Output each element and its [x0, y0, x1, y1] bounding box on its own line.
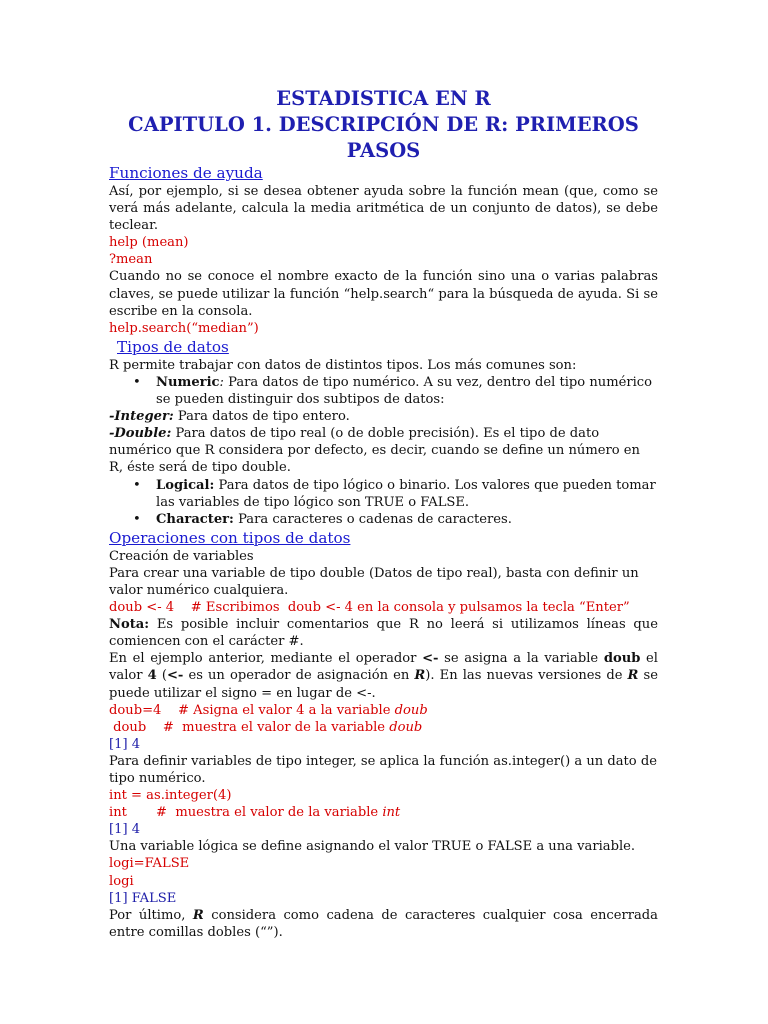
text-fragment: En el ejemplo anterior, mediante el operador — [109, 651, 423, 667]
list-item-character — [109, 511, 658, 528]
nota-label: Nota: — [109, 617, 150, 633]
character-label: Character: — [156, 511, 234, 527]
document-body — [109, 86, 658, 941]
text-fragment: se asigna a la variable — [438, 651, 604, 667]
code-doub-show — [109, 719, 658, 736]
operator-bold: <- — [166, 668, 184, 684]
numeric-colon: : — [219, 374, 224, 390]
nota-text: Es posible incluir comentarios que R no leerá si utilizamos líneas que comiencen con el carácter #. — [109, 617, 658, 650]
code-variable-italic: doub — [394, 702, 428, 718]
text-fragment: se puede utilizar el signo = en lugar de <-. — [109, 668, 658, 701]
types-intro-paragraph: R permite trabajar con datos de distintos tipos. Los más comunes son: — [109, 357, 577, 373]
character-paragraph — [109, 907, 658, 941]
nota-paragraph — [109, 616, 658, 650]
code-variable-italic: doub — [389, 719, 423, 735]
logical-text: Para datos de tipo lógico o binario. Los valores que pueden tomar las variables de tipo lógico son TRUE o FALSE. — [156, 477, 656, 510]
r-bold-italic: R — [192, 907, 204, 923]
code-text: int # muestra el valor de la variable — [109, 805, 383, 821]
main-title: ESTADISTICA EN R — [276, 87, 491, 110]
list-item-logical — [109, 477, 658, 511]
list-item-numeric — [109, 374, 658, 408]
help-search-paragraph: Cuando no se conoce el nombre exacto de la función sino una o varias palabras claves, se puede utilizar la función “help.search“ para la búsqueda de ayuda. Si se escribe en la consola. — [109, 269, 658, 319]
text-fragment: Por último, — [109, 907, 193, 923]
code-text: doub # muestra el valor de la variable — [109, 719, 390, 735]
subheading-variables: Creación de variables — [109, 548, 254, 564]
code-text: doub=4 # Asigna el valor 4 a la variable — [109, 702, 395, 718]
operator-bold: <- — [422, 651, 439, 667]
section-heading-help: Funciones de ayuda — [109, 164, 263, 182]
section-heading-operations: Operaciones con tipos de datos — [109, 528, 351, 547]
output-logi: [1] FALSE — [109, 890, 177, 906]
output-doub: [1] 4 — [109, 736, 141, 752]
code-doub-equals — [109, 702, 658, 719]
section-heading-types: Tipos de datos — [117, 337, 229, 356]
logical-label: Logical: — [156, 477, 215, 493]
code-help-search: help.search(“median”) — [109, 320, 259, 336]
r-bold-italic: R — [414, 668, 426, 684]
r-bold-italic: R — [627, 668, 639, 684]
code-doub-assign: doub <- 4 # Escribimos doub <- 4 en la consola y pulsamos la tecla “Enter” — [109, 600, 630, 616]
text-fragment: ( — [156, 668, 167, 684]
text-fragment: el valor — [109, 651, 658, 684]
code-variable-italic: int — [382, 805, 401, 821]
assignment-explanation-paragraph — [109, 650, 658, 701]
value-bold: 4 — [147, 668, 157, 684]
help-intro-paragraph: Así, por ejemplo, si se desea obtener ayuda sobre la función mean (que, como se verá más adelante, calcula la media aritmética de un conjunto de datos), se debe teclear. — [109, 184, 658, 234]
text-fragment: ). En las nuevas versiones de — [425, 668, 628, 684]
logical-creation-paragraph: Una variable lógica se define asignando el valor TRUE o FALSE a una variable. — [109, 839, 636, 855]
bullet-dot: • — [133, 374, 141, 390]
code-question-mean: ?mean — [109, 252, 153, 268]
character-text: Para caracteres o cadenas de caracteres. — [233, 511, 512, 527]
text-fragment: considera como cadena de caracteres cualquier cosa encerrada entre comillas dobles (“”). — [109, 907, 658, 940]
text-fragment: es un operador de asignación en — [183, 668, 415, 684]
code-help-mean: help (mean) — [109, 235, 189, 251]
code-logi-assign: logi=FALSE — [109, 856, 190, 872]
integer-label: -Integer: — [109, 409, 174, 425]
double-creation-paragraph: Para crear una variable de tipo double (Datos de tipo real), basta con definir un valor numérico cualquiera. — [109, 565, 639, 598]
code-int-show — [109, 804, 658, 821]
code-logi-show: logi — [109, 873, 134, 889]
code-int-assign: int = as.integer(4) — [109, 788, 232, 804]
double-paragraph — [109, 425, 658, 476]
numeric-label: Numeric — [156, 374, 220, 390]
output-int: [1] 4 — [109, 822, 141, 838]
bullet-dot: • — [133, 477, 141, 493]
integer-text: Para datos de tipo entero. — [173, 409, 350, 425]
integer-creation-paragraph: Para definir variables de tipo integer, se aplica la función as.integer() a un dato de tipo numérico. — [109, 753, 657, 786]
double-label: -Double: — [109, 426, 172, 442]
numeric-text: Para datos de tipo numérico. A su vez, dentro del tipo numérico se pueden distinguir dos subtipos de datos: — [156, 374, 653, 408]
bullet-dot: • — [133, 511, 141, 527]
variable-bold: doub — [603, 651, 641, 667]
integer-paragraph — [109, 408, 658, 425]
double-text: Para datos de tipo real (o de doble precisión). Es el tipo de dato numérico que R considera por defecto, es decir, cuando se define un número en R, éste será de tipo double. — [109, 426, 640, 476]
chapter-title: CAPITULO 1. DESCRIPCIÓN DE R: PRIMEROS PASOS — [128, 113, 639, 162]
